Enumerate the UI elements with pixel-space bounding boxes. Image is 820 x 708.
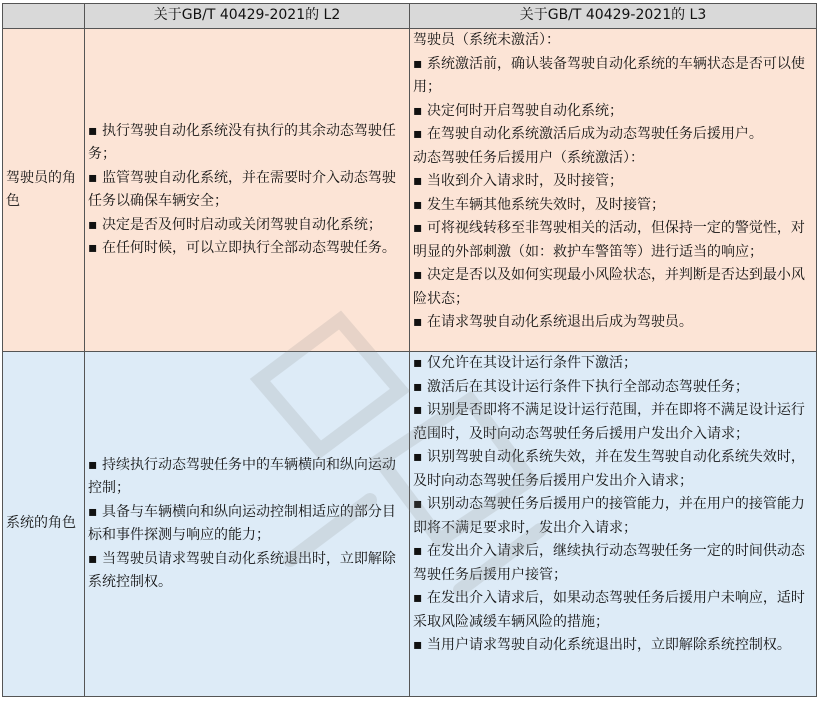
system-l3-item: ▪ 当用户请求驾驶自动化系统退出时，立即解除系统控制权。	[413, 637, 791, 653]
driver-l3-item: ▪ 当收到介入请求时，及时接管；	[413, 173, 623, 189]
driver-l3-item: ▪ 可将视线转移至非驾驶相关的活动，但保持一定的警觉性，对明显的外部刺激（如：救护车警笛等）进行适当的响应；	[413, 220, 805, 260]
system-l3-item: ▪ 在发出介入请求后，如果动态驾驶任务后援用户未响应，适时采取风险减缓车辆风险的措施；	[413, 590, 805, 630]
system-l3-item: ▪ 识别是否即将不满足设计运行范围，并在即将不满足设计运行范围时，及时向动态驾驶任务后援用户发出介入请求；	[413, 402, 805, 442]
system-l3-item: ▪ 激活后在其设计运行条件下执行全部动态驾驶任务；	[413, 378, 749, 395]
driver-l3-heading: 驾驶员（系统未激活）：	[413, 32, 560, 48]
system-l3-item: ▪ 识别动态驾驶任务后援用户的接管能力，并在用户的接管能力即将不满足要求时，发出介入请求；	[413, 496, 805, 536]
driver-l3-item: ▪ 在请求驾驶自动化系统退出后成为驾驶员。	[413, 314, 693, 330]
driver-l3-item: ▪ 决定何时开启驾驶自动化系统；	[413, 102, 623, 119]
system-l2-item: ▪ 具备与车辆横向和纵向运动控制相适应的部分目标和事件探测与响应的能力；	[88, 503, 396, 543]
system-role-l2-cell	[85, 352, 410, 697]
driver-l3-item: ▪ 决定是否以及如何实现最小风险状态，并判断是否达到最小风险状态；	[413, 267, 805, 307]
system-role-label: 系统的角色	[3, 352, 85, 697]
system-l3-item: ▪ 在发出介入请求后，继续执行动态驾驶任务一定的时间供动态驾驶任务后援用户接管；	[413, 543, 805, 583]
driver-l3-item: ▪ 在驾驶自动化系统激活后成为动态驾驶任务后援用户。	[413, 126, 763, 142]
system-l2-item: ▪ 当驾驶员请求驾驶自动化系统退出时，立即解除系统控制权。	[88, 550, 396, 590]
header-blank-cell	[3, 4, 85, 29]
driver-role-row	[3, 29, 817, 352]
driver-role-l2-cell	[85, 29, 410, 352]
system-l2-item: ▪ 持续执行动态驾驶任务中的车辆横向和纵向运动控制；	[88, 456, 396, 496]
driver-role-label: 驾驶员的角色	[3, 29, 85, 352]
header-l3: 关于GB/T 40429-2021的 L3	[410, 4, 817, 29]
driver-l3-item: ▪ 系统激活前，确认装备驾驶自动化系统的车辆状态是否可以使用；	[413, 55, 805, 95]
driver-l2-item: ▪ 执行驾驶自动化系统没有执行的其余动态驾驶任务；	[88, 122, 396, 162]
driver-l2-item: ▪ 监管驾驶自动化系统，并在需要时介入动态驾驶任务以确保车辆安全；	[88, 169, 396, 209]
header-l2: 关于GB/T 40429-2021的 L2	[85, 4, 410, 29]
system-l3-item: ▪ 仅允许在其设计运行条件下激活；	[413, 355, 637, 371]
driver-l2-item: ▪ 决定是否及何时启动或关闭驾驶自动化系统；	[88, 216, 382, 233]
comparison-table	[2, 3, 817, 697]
driver-l3-item: ▪ 发生车辆其他系统失效时，及时接管；	[413, 196, 665, 213]
driver-l3-heading: 动态驾驶任务后援用户（系统激活）：	[413, 149, 644, 166]
system-role-row	[3, 352, 817, 697]
driver-role-l3-cell	[410, 29, 817, 352]
system-l3-item: ▪ 识别驾驶自动化系统失效，并在发生驾驶自动化系统失效时，及时向动态驾驶任务后援用户发出介入请求；	[413, 449, 805, 489]
system-role-l3-cell	[410, 352, 817, 697]
header-row	[3, 4, 817, 29]
driver-l2-item: ▪ 在任何时候，可以立即执行全部动态驾驶任务。	[88, 240, 396, 256]
